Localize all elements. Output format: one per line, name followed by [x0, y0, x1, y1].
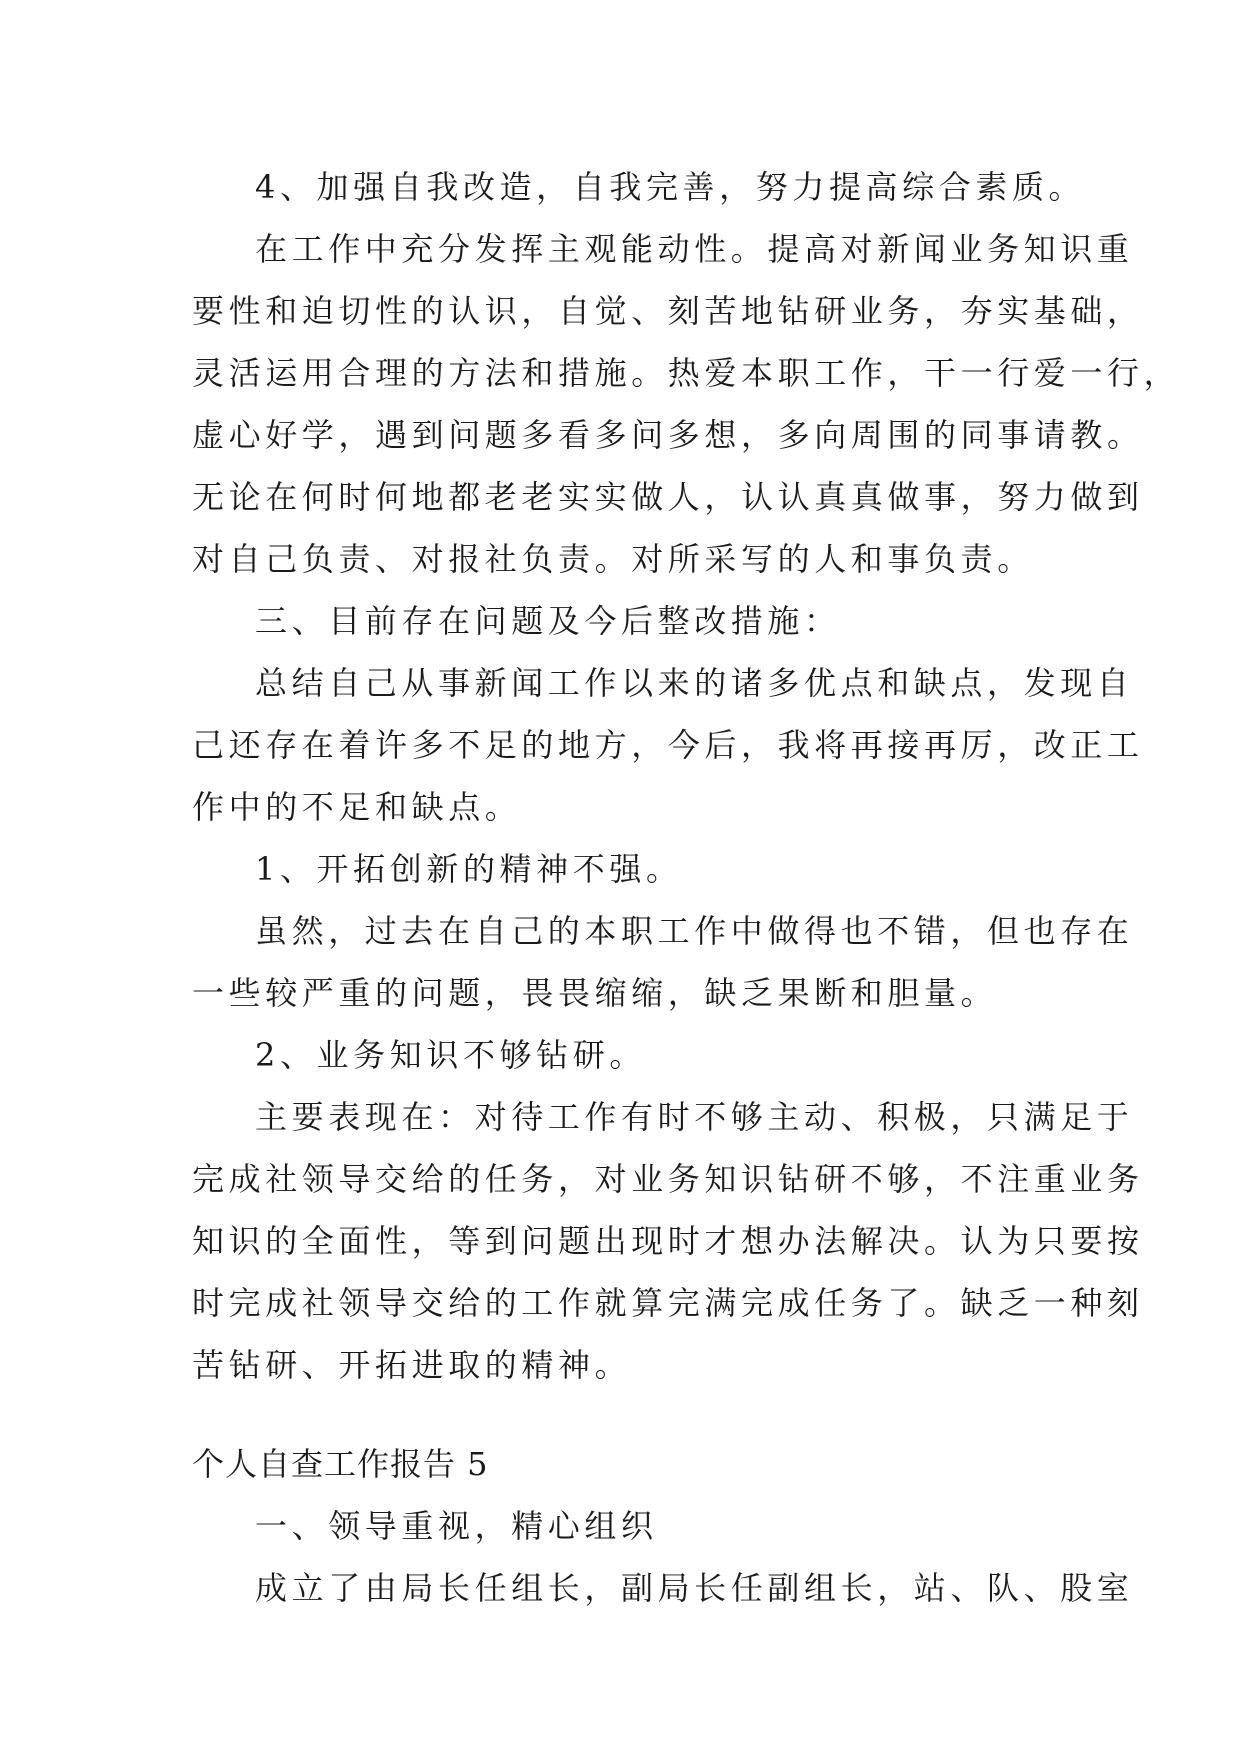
paragraph-line: 完成社领导交给的任务，对业务知识钻研不够，不注重业务 — [192, 1160, 1144, 1198]
paragraph-line: 苦钻研、开拓进取的精神。 — [192, 1346, 632, 1384]
paragraph-line: 要性和迫切性的认识，自觉、刻苦地钻研业务，夯实基础， — [192, 292, 1144, 330]
paragraph-line: 作中的不足和缺点。 — [192, 788, 522, 826]
paragraph-line: 无论在何时何地都老老实实做人，认认真真做事，努力做到 — [192, 478, 1144, 516]
paragraph-line: 1、开拓创新的精神不强。 — [255, 850, 683, 888]
paragraph-line: 知识的全面性，等到问题出现时才想办法解决。认为只要按 — [192, 1222, 1144, 1260]
section-heading: 三、目前存在问题及今后整改措施： — [255, 602, 841, 640]
paragraph-line: 对自己负责、对报社负责。对所采写的人和事负责。 — [192, 540, 1034, 578]
paragraph-line: 成立了由局长任组长，副局长任副组长，站、队、股室 — [255, 1569, 1134, 1607]
paragraph-line: 2、业务知识不够钻研。 — [255, 1036, 646, 1074]
paragraph-line: 己还存在着许多不足的地方，今后，我将再接再厉，改正工 — [192, 726, 1144, 764]
paragraph-line: 一些较严重的问题，畏畏缩缩，缺乏果断和胆量。 — [192, 974, 998, 1012]
paragraph-line: 在工作中充分发挥主观能动性。提高对新闻业务知识重 — [255, 230, 1134, 268]
report-title: 个人自查工作报告 5 — [192, 1445, 489, 1483]
paragraph-line: 虚心好学，遇到问题多看多问多想，多向周围的同事请教。 — [192, 416, 1144, 454]
paragraph-line: 时完成社领导交给的工作就算完满完成任务了。缺乏一种刻 — [192, 1284, 1144, 1322]
paragraph-line: 虽然，过去在自己的本职工作中做得也不错，但也存在 — [255, 912, 1134, 950]
paragraph-line: 总结自己从事新闻工作以来的诸多优点和缺点，发现自 — [255, 664, 1134, 702]
section-heading: 一、领导重视，精心组织 — [255, 1507, 658, 1545]
paragraph-line: 4、加强自我改造，自我完善，努力提高综合素质。 — [255, 168, 1086, 206]
paragraph-line: 灵活运用合理的方法和措施。热爱本职工作，干一行爱一行， — [192, 354, 1181, 392]
paragraph-line: 主要表现在：对待工作有时不够主动、积极，只满足于 — [255, 1098, 1134, 1136]
